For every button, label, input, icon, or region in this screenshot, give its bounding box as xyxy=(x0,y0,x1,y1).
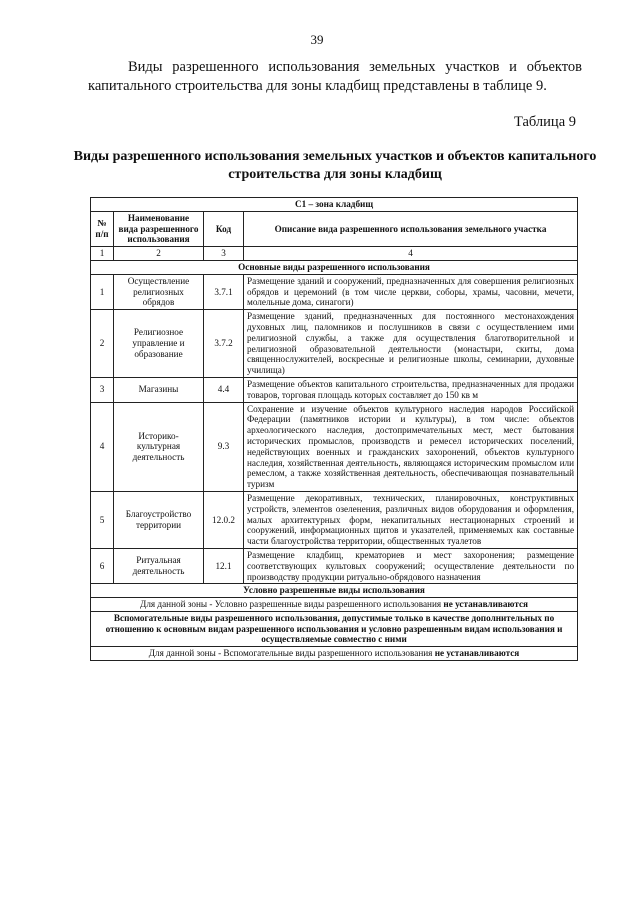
auxiliary-note-bold: не устанавливаются xyxy=(434,648,520,659)
conditional-note-text: Для данной зоны - Условно разрешенные виды разрешенного использования xyxy=(140,599,444,610)
table-row xyxy=(91,274,578,309)
row-number: 2 xyxy=(91,310,114,378)
row-name: Благоустройство территории xyxy=(114,491,204,548)
row-code: 4.4 xyxy=(204,377,244,402)
auxiliary-note xyxy=(91,647,578,661)
row-code: 9.3 xyxy=(204,402,244,491)
intro-paragraph: Виды разрешенного использования земельных участков и объектов капитального строительства для зоны кладбищ представлены в таблице 9. xyxy=(88,59,582,94)
note-row xyxy=(91,647,578,661)
row-code: 12.1 xyxy=(204,548,244,583)
column-header-row xyxy=(91,211,578,246)
row-name: Магазины xyxy=(114,377,204,402)
table-title: Виды разрешенного использования земельных участков и объектов капитального строительства для зоны кладбищ xyxy=(73,149,597,182)
section-row xyxy=(91,611,578,646)
col-number: 2 xyxy=(114,247,204,261)
col-number: 1 xyxy=(91,247,114,261)
conditional-note-bold: не устанавливаются xyxy=(443,599,528,610)
row-name: Религиозное управление и образование xyxy=(114,310,204,378)
column-number-row xyxy=(91,247,578,261)
row-description: Размещение зданий и сооружений, предназначенных для совершения религиозных обрядов и церемоний (в том числе церкви, соборы, храмы, часовни, мечети, молельные дома, синагоги) xyxy=(244,274,578,309)
zone-header-row xyxy=(91,198,578,212)
auxiliary-note-text: Для данной зоны - Вспомогательные виды разрешенного использования xyxy=(148,648,435,659)
header-num: № п/п xyxy=(91,211,114,246)
zone-header: С1 – зона кладбищ xyxy=(91,198,578,212)
note-row xyxy=(91,598,578,612)
row-description: Размещение кладбищ, крематориев и мест захоронения; размещение соответствующих культовых сооружений; осуществление деятельности по производству продукции ритуально-обрядового назначения xyxy=(244,548,578,583)
header-code: Код xyxy=(204,211,244,246)
table-caption: Таблица 9 xyxy=(513,114,576,130)
land-use-table xyxy=(90,197,578,661)
conditional-note xyxy=(91,598,578,612)
row-number: 5 xyxy=(91,491,114,548)
table-row xyxy=(91,377,578,402)
header-description: Описание вида разрешенного использования земельного участка xyxy=(244,211,578,246)
row-description: Размещение объектов капитального строительства, предназначенных для продажи товаров, торговая площадь которых составляет до 150 кв м xyxy=(244,377,578,402)
table-row xyxy=(91,491,578,548)
row-code: 3.7.2 xyxy=(204,310,244,378)
page-number: 39 xyxy=(310,32,324,47)
col-number: 3 xyxy=(204,247,244,261)
table-row xyxy=(91,548,578,583)
row-number: 3 xyxy=(91,377,114,402)
row-code: 12.0.2 xyxy=(204,491,244,548)
table-row xyxy=(91,402,578,491)
main-section-heading: Основные виды разрешенного использования xyxy=(91,260,578,274)
table-row xyxy=(91,310,578,378)
row-name: Осуществление религиозных обрядов xyxy=(114,274,204,309)
row-name: Ритуальная деятельность xyxy=(114,548,204,583)
col-number: 4 xyxy=(244,247,578,261)
row-code: 3.7.1 xyxy=(204,274,244,309)
row-name: Историко-культурная деятельность xyxy=(114,402,204,491)
row-number: 1 xyxy=(91,274,114,309)
row-description: Размещение зданий, предназначенных для постоянного местонахождения духовных лиц, паломников и послушников в связи с осуществлением ими религиозной службы, а также для осуществления благотворительной и религиозной образовательной деятельности (монастыри, скиты, дома священнослужителей, воскресные и религиозные школы, семинарии, духовные училища) xyxy=(244,310,578,378)
row-description: Сохранение и изучение объектов культурного наследия народов Российской Федерации (памятников истории и культуры), в том числе: объектов археологического наследия, достопримечательных мест, мест бытования исторических промыслов, производств и ремесел исторических поселений, недействующих военных и гражданских захоронений, объектов культурного наследия, хозяйственная деятельность, являющаяся историческим промыслом или ремеслом, а также хозяйственная деятельность, обеспечивающая познавательный туризм xyxy=(244,402,578,491)
row-number: 4 xyxy=(91,402,114,491)
section-row xyxy=(91,260,578,274)
auxiliary-section-heading: Вспомогательные виды разрешенного использования, допустимые только в качестве дополнительных по отношению к основным видам разрешенного использования и условно разрешенным видам использования и осуществляемые совместно с ними xyxy=(91,611,578,646)
conditional-section-heading: Условно разрешенные виды использования xyxy=(91,584,578,598)
section-row xyxy=(91,584,578,598)
row-description: Размещение декоративных, технических, планировочных, конструктивных устройств, элементов озеленения, различных видов оборудования и оформления, малых архитектурных форм, некапитальных нестационарных строений и сооружений, информационных щитов и указателей, применяемых как составные части благоустройства территории, общественных туалетов xyxy=(244,491,578,548)
header-name: Наименование вида разрешенного использования xyxy=(114,211,204,246)
row-number: 6 xyxy=(91,548,114,583)
